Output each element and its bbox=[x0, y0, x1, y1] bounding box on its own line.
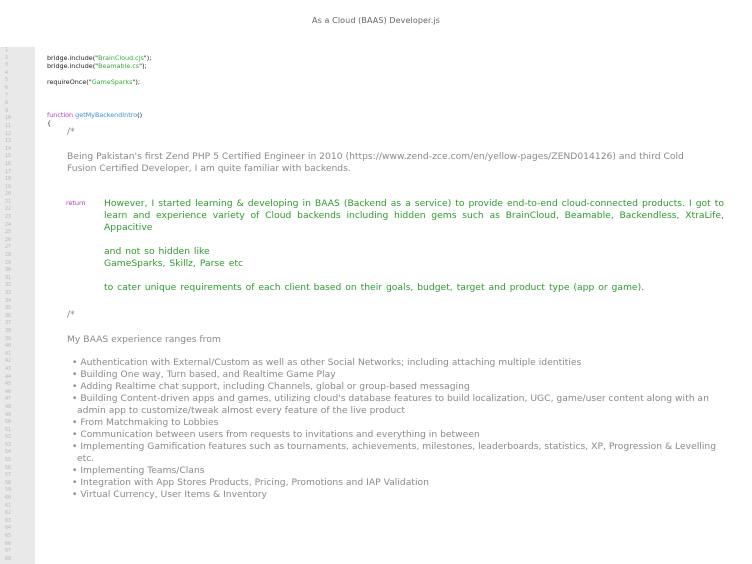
line-number: 24 bbox=[5, 221, 12, 228]
line-number: 40 bbox=[5, 343, 12, 350]
string-literal: Beamable.cs bbox=[98, 62, 140, 71]
experience-item: • From Matchmaking to Lobbies bbox=[67, 417, 722, 429]
line-number: 63 bbox=[5, 517, 12, 524]
line-number: 56 bbox=[5, 464, 12, 471]
line-number: 16 bbox=[5, 160, 12, 167]
experience-list-container bbox=[67, 357, 722, 501]
line-number: 36 bbox=[5, 312, 12, 319]
comment-marker-1: /* bbox=[67, 126, 75, 137]
experience-item: • Virtual Currency, User Items & Inventory bbox=[67, 489, 722, 501]
line-number: 59 bbox=[5, 487, 12, 494]
line-number: 27 bbox=[5, 244, 12, 251]
line-number: 32 bbox=[5, 282, 12, 289]
line-number: 37 bbox=[5, 320, 12, 327]
open-brace: { bbox=[47, 118, 52, 127]
line-number: 54 bbox=[5, 449, 12, 456]
experience-item: • Implementing Gamification features such as tournaments, achievements, milestones, leaderboards, statistics, XP, Progression & Levelling etc. bbox=[67, 441, 722, 465]
line-number: 14 bbox=[5, 145, 12, 152]
line-number: 11 bbox=[5, 122, 12, 129]
function-keyword: function bbox=[47, 110, 74, 119]
line-number: 58 bbox=[5, 479, 12, 486]
line-number: 55 bbox=[5, 457, 12, 464]
line-number: 66 bbox=[5, 540, 12, 547]
line-number: 50 bbox=[5, 419, 12, 426]
experience-item: • Implementing Teams/Clans bbox=[67, 465, 722, 477]
line-number: 26 bbox=[5, 236, 12, 243]
line-number: 47 bbox=[5, 396, 12, 403]
line-number: 51 bbox=[5, 426, 12, 433]
line-number: 34 bbox=[5, 297, 12, 304]
experience-item: • Adding Realtime chat support, including Channels, global or group-based messaging bbox=[67, 381, 722, 393]
line-number: 35 bbox=[5, 305, 12, 312]
line-number: 12 bbox=[5, 130, 12, 137]
line-number: 61 bbox=[5, 502, 12, 509]
line-number: 22 bbox=[5, 206, 12, 213]
line-number-gutter bbox=[0, 47, 35, 564]
line-number: 67 bbox=[5, 548, 12, 555]
line-number: 1 bbox=[5, 47, 9, 53]
comment-marker-2: /* bbox=[67, 309, 75, 320]
code-header bbox=[47, 54, 737, 127]
line-number: 8 bbox=[5, 100, 9, 107]
line-number: 29 bbox=[5, 259, 12, 266]
line-number: 48 bbox=[5, 403, 12, 410]
line-number: 3 bbox=[5, 62, 9, 69]
experience-item: • Building Content-driven apps and games, utilizing cloud's database features to build localization, UGC, game/user content along with an admin app to customize/tweak almost every feature of the live product bbox=[67, 393, 722, 417]
line-number: 43 bbox=[5, 365, 12, 372]
line-number: 17 bbox=[5, 168, 12, 175]
experience-heading: My BAAS experience ranges from bbox=[67, 334, 221, 345]
require-line-gamesparks: requireOnce("GameSparks"); bbox=[47, 78, 140, 87]
experience-item: • Authentication with External/Custom as well as other Social Networks; including attaching multiple identities bbox=[67, 357, 722, 369]
line-number: 33 bbox=[5, 290, 12, 296]
line-number: 30 bbox=[5, 267, 12, 274]
line-number: 23 bbox=[5, 214, 12, 221]
line-number: 13 bbox=[5, 138, 12, 145]
line-number: 7 bbox=[5, 92, 9, 99]
line-number: 44 bbox=[5, 373, 12, 380]
line-number: 4 bbox=[5, 69, 9, 76]
line-number: 31 bbox=[5, 274, 12, 281]
window-title: As a Cloud (BAAS) Developer.js bbox=[312, 16, 440, 25]
line-number: 28 bbox=[5, 252, 12, 259]
line-number: 68 bbox=[5, 555, 12, 562]
experience-list bbox=[67, 357, 722, 501]
line-number: 21 bbox=[5, 198, 12, 205]
intro-comment-text: Being Pakistan's first Zend PHP 5 Certified Engineer in 2010 (https://www.zend-zce.com/en/yellow-pages/ZEND014126) and third Cold Fusion Certified Developer, I am quite familiar with backends. bbox=[67, 151, 684, 174]
include-line-braincloud: bridge.include("BrainCloud.cjs"); bbox=[47, 54, 152, 62]
line-number: 15 bbox=[5, 153, 12, 160]
return-keyword: return bbox=[66, 199, 86, 207]
line-number: 64 bbox=[5, 525, 12, 532]
line-number: 6 bbox=[5, 84, 9, 91]
line-number: 45 bbox=[5, 381, 12, 388]
line-number: 9 bbox=[5, 107, 9, 114]
line-number: 5 bbox=[5, 77, 9, 84]
string-literal: GameSparks bbox=[91, 78, 133, 87]
line-number: 20 bbox=[5, 191, 12, 198]
function-name: getMyBackendIntro bbox=[75, 110, 138, 119]
line-number: 41 bbox=[5, 350, 12, 357]
string-literal: BrainCloud.cjs bbox=[98, 54, 144, 62]
line-number: 53 bbox=[5, 441, 12, 448]
line-number: 19 bbox=[5, 183, 12, 190]
experience-item: • Building One way, Turn based, and Realtime Game Play bbox=[67, 369, 722, 381]
line-number: 39 bbox=[5, 335, 12, 342]
line-number: 52 bbox=[5, 434, 12, 441]
line-number: 65 bbox=[5, 533, 12, 539]
line-number: 60 bbox=[5, 495, 12, 502]
experience-item: • Integration with App Stores Products, Pricing, Promotions and IAP Validation bbox=[67, 477, 722, 489]
line-number: 25 bbox=[5, 229, 12, 236]
return-paragraph-2: and not so hidden like GameSparks, Skillz, Parse etc bbox=[104, 246, 244, 269]
function-declaration: function getMyBackendIntro() bbox=[47, 110, 143, 119]
line-number: 62 bbox=[5, 510, 12, 517]
return-paragraph-1: However, I started learning & developing in BAAS (Backend as a service) to provide end-to-end cloud-connected products. I got to learn and experience variety of Cloud backends including hidden gems such as BrainCloud, Beamable, Backendless, XtraLife, Appacitive bbox=[104, 198, 724, 233]
line-number: 10 bbox=[5, 115, 12, 122]
line-number: 2 bbox=[5, 54, 9, 61]
include-line-beamable: bridge.include("Beamable.cs"); bbox=[47, 62, 147, 71]
line-number: 57 bbox=[5, 472, 12, 479]
line-number: 42 bbox=[5, 358, 12, 365]
line-number: 18 bbox=[5, 176, 12, 183]
line-number: 46 bbox=[5, 388, 12, 395]
line-number: 38 bbox=[5, 327, 12, 334]
return-paragraph-3: to cater unique requirements of each client based on their goals, budget, target and product type (app or game). bbox=[104, 282, 645, 293]
line-number: 49 bbox=[5, 411, 12, 418]
experience-item: • Communication between users from requests to invitations and everything in between bbox=[67, 429, 722, 441]
